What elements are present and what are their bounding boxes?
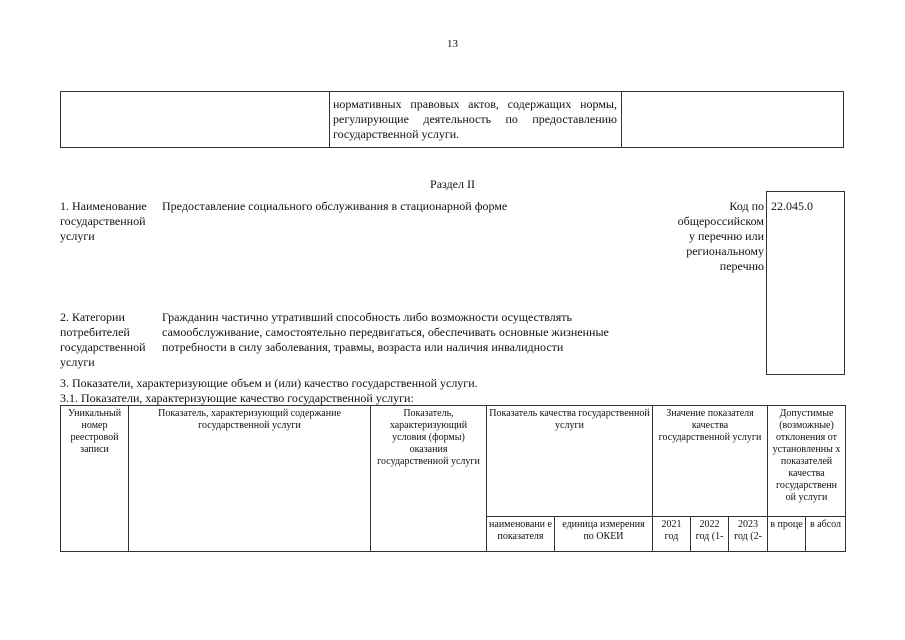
service-name-label: 1. Наименование государственной услуги xyxy=(60,199,147,243)
quality-indicators-table xyxy=(60,405,846,552)
service-name-value: Предоставление социального обслуживания в стационарной форме xyxy=(162,199,508,213)
header-conditions-indicator: Показатель, характеризующий условия (формы) оказания государственной услуги xyxy=(371,406,487,552)
page-number: 13 xyxy=(447,38,458,50)
subheader-year-2022: 2022 год (1- xyxy=(691,517,729,552)
indicators-heading: 3. Показатели, характеризующие объем и (или) качество государственной услуги. xyxy=(60,376,478,390)
header-unique-number: Уникальный номер реестровой записи xyxy=(61,406,129,552)
subheader-percent: в проце xyxy=(768,517,806,552)
code-value: 22.045.0 xyxy=(771,199,813,213)
continuation-cell-text: нормативных правовых актов, содержащих нормы, регулирующие деятельность по предоставлению государственной услуги. xyxy=(329,92,622,147)
subheader-year-2021: 2021 год xyxy=(653,517,691,552)
code-box xyxy=(766,191,845,375)
subheader-unit-okei: единица измерения по ОКЕИ xyxy=(555,517,653,552)
subheader-absolute: в абсол xyxy=(806,517,846,552)
continuation-table xyxy=(60,91,844,148)
header-indicator-value: Значение показателя качества государственной услуги xyxy=(653,406,768,517)
header-content-indicator: Показатель, характеризующий содержание государственной услуги xyxy=(129,406,371,552)
header-quality-indicator: Показатель качества государственной услуги xyxy=(487,406,653,517)
continuation-cell-empty xyxy=(61,92,330,147)
consumer-category-value: Гражданин частично утративший способность либо возможности осуществлять самообслуживание, самостоятельно передвигаться, обеспечивать основные жизненные потребности в силу заболевания, травмы, возраста или наличия инвалидности xyxy=(162,310,609,354)
header-allowed-deviation: Допустимые (возможные) отклонения от установленны х показателей качества государственн ой услуги xyxy=(768,406,846,517)
consumer-category-label: 2. Категории потребителей государственной услуги xyxy=(60,310,146,369)
quality-indicators-heading: 3.1. Показатели, характеризующие качество государственной услуги: xyxy=(60,391,414,405)
subheader-indicator-name: наименовани е показателя xyxy=(487,517,555,552)
subheader-year-2023: 2023 год (2- xyxy=(729,517,768,552)
code-label: Код по общероссийском у перечню или региональному перечню xyxy=(677,199,764,273)
section-title: Раздел II xyxy=(430,177,475,191)
